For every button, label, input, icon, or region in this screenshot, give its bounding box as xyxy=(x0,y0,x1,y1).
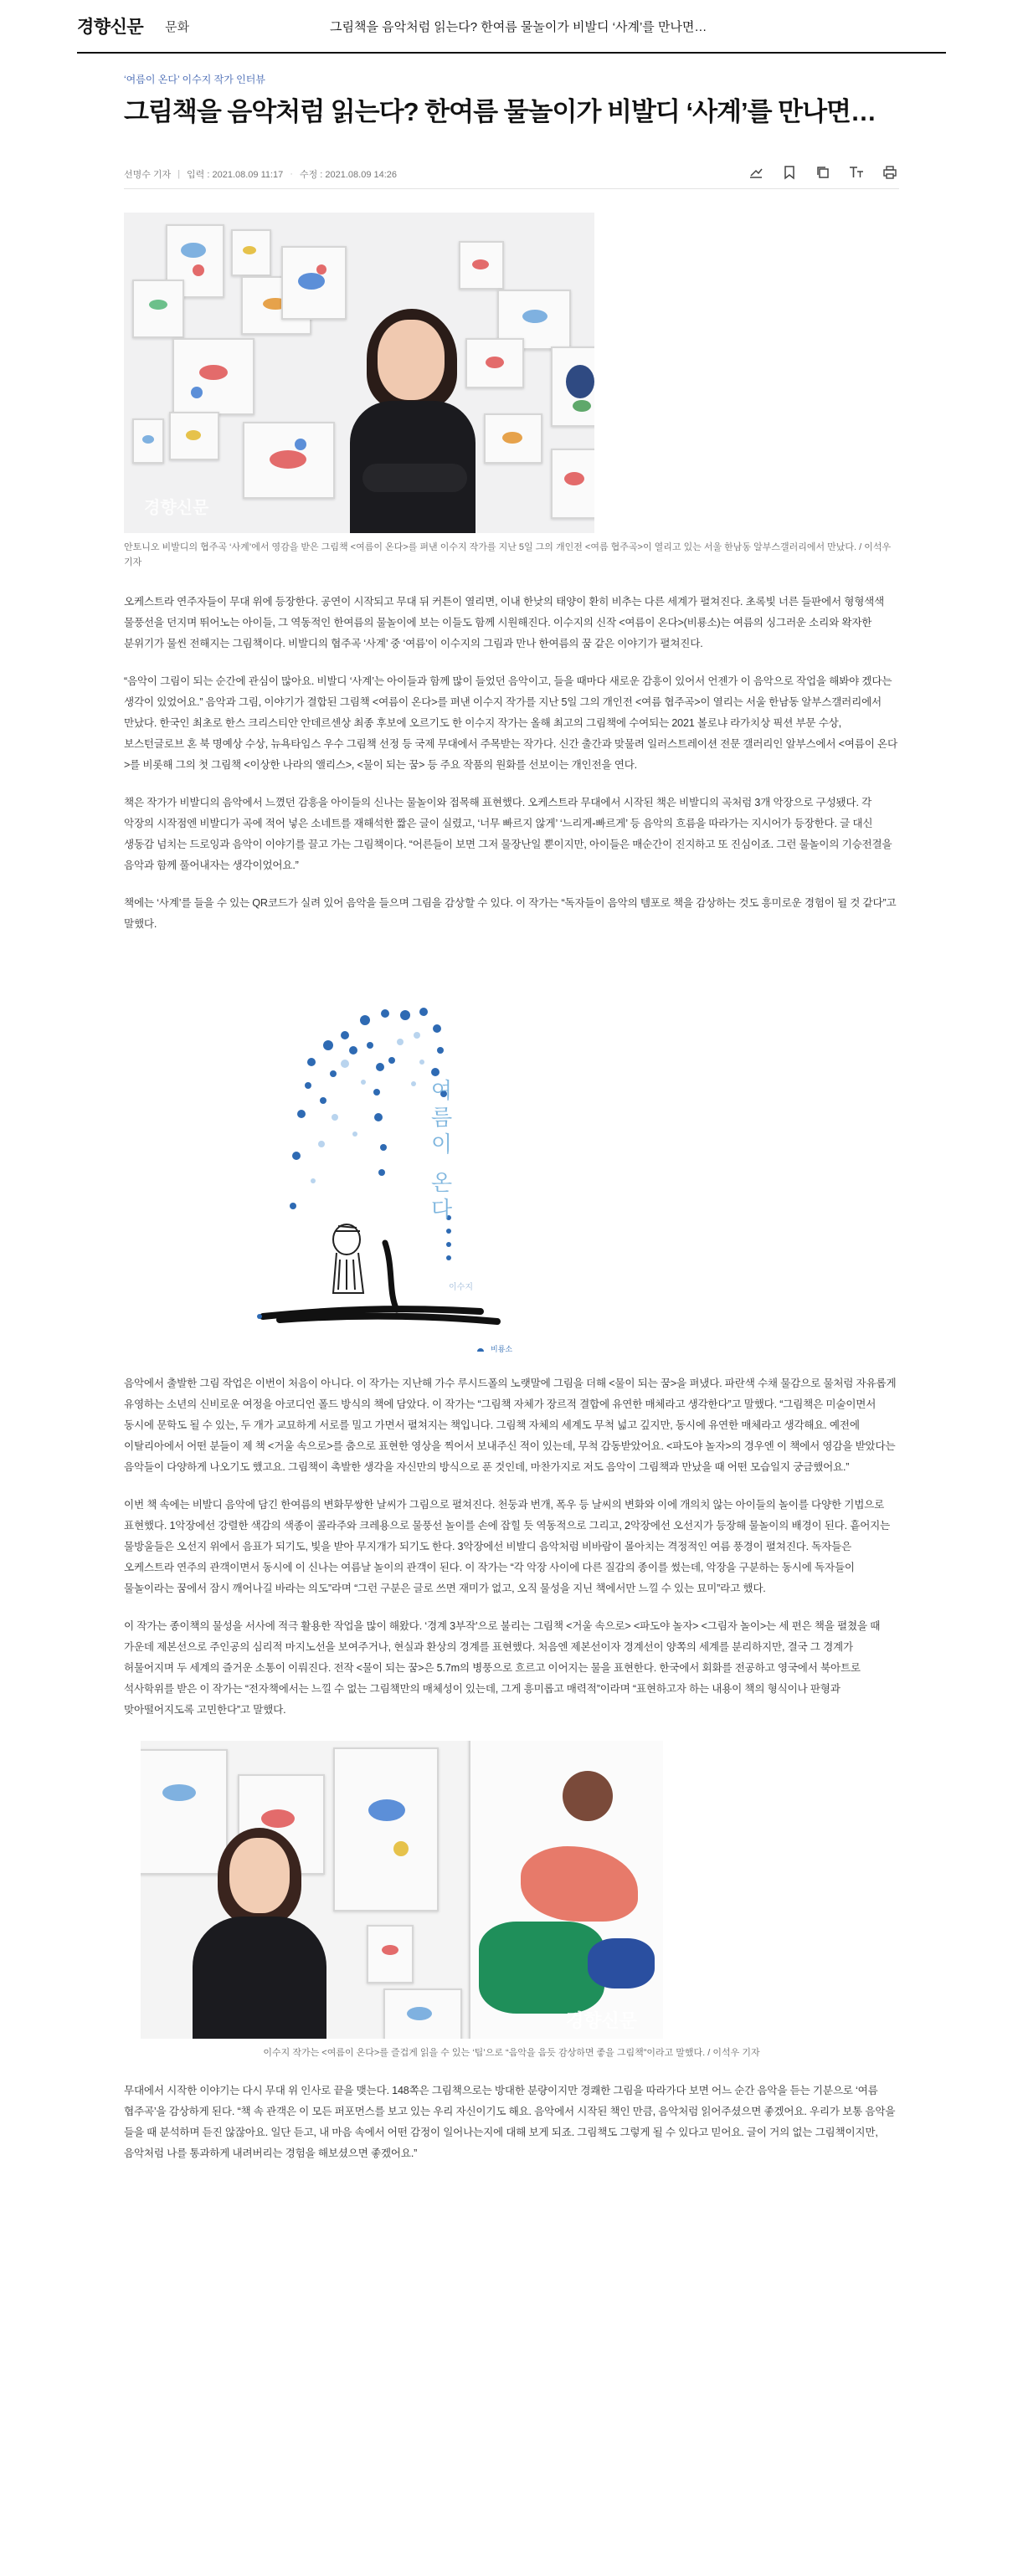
artwork-frame xyxy=(551,346,594,427)
article-paragraph: “음악이 그림이 되는 순간에 관심이 많아요. 비발디 ‘사계’는 아이들과 함께 많이 들었던 음악이고, 들을 때마다 새로운 감흥이 있어서 언젠가 이 음악으로 작업을 해봐야 겠다는 생각이 있었어요.” 음악과 그림, 이야기가 결합된 그림책 <여름이 온다>를 펴낸 이수지 작가를 지난 5일 그의 개인전 <여름 협주곡>이 열리는 서울 한남동 알부스갤러리에서 만났다. 한국인 최초로 한스 크리스티안 안데르센상 최종 후보에 오르기도 한 이수지 작가는 올해 최고의 그림책에 수여되는 2021 볼로냐 라가치상 픽션 부문 수상, 보스턴글로브 혼 북 명예상 수상, 뉴욕타임스 우수 그림책 선정 등 국제 무대에서 주목받는 작가다. 신간 출간과 맞물려 일러스트레이션 전문 갤러리인 알부스에서 <여름이 온다>를 비롯해 그의 첫 그림책 <이상한 나라의 앨리스>, <물이 되는 꿈> 등 주요 작품의 원화를 선보이는 개인전을 연다. xyxy=(124,675,897,771)
article-photo-artist-gallery xyxy=(141,1741,663,2039)
site-header xyxy=(0,0,1023,54)
artwork-frame xyxy=(367,1925,414,1983)
artwork-frame xyxy=(459,241,504,290)
artwork-frame xyxy=(383,1988,462,2039)
article-body xyxy=(0,72,1023,2184)
photo-watermark: 경향신문 xyxy=(566,2009,638,2032)
meta-divider: | xyxy=(177,169,181,180)
author-name[interactable]: 선명수 기자 xyxy=(124,170,172,181)
share-icon[interactable] xyxy=(747,165,765,183)
artwork-frame xyxy=(132,280,184,338)
bookmark-icon[interactable] xyxy=(780,165,799,183)
artwork-frame xyxy=(169,412,219,460)
article-paragraph: 이 작가는 종이책의 물성을 서사에 적극 활용한 작업을 많이 해왔다. ‘경계 3부작’으로 불리는 그림책 <거울 속으로> <파도야 놀자> <그림자 놀이>는 세 편은 책을 펼쳤을 때 가운데 제본선으로 주인공의 심리적 마지노선을 보여주거나, 현실과 환상의 경계를 표현했다. 처음엔 제본선이자 경계선이 양쪽의 세계를 분리하지만, 결국 그 경계가 허물어지며 두 세계의 즐거운 소통이 이뤄진다. 전작 <물이 되는 꿈>은 5.7m의 병풍으로 흐르고 이어지는 물을 표현한다. 한국에서 회화를 전공하고 영국에서 북아트로 석사학위를 받은 이 작가는 “전자책에서는 느낄 수 없는 그림책만의 매체성이 있는데, 그게 흥미롭고 매력적”이라며 “표현하고자 하는 내용이 책의 형식이나 판형과 맞아떨어지도록 고민한다”고 말했다. xyxy=(124,1619,881,1716)
article-paragraph: 책은 작가가 비발디의 음악에서 느꼈던 감흥을 아이들의 신나는 물놀이와 접목해 표현했다. 오케스트라 무대에서 시작된 책은 비발디의 곡처럼 3개 악장으로 구성됐다. 각 악장의 시작점엔 비발디가 곡에 적어 넣은 소네트를 재해석한 짧은 글이 실렸고, ‘너무 빠르지 않게’ ‘느리게-빠르게’ 등 음악의 흐름을 따라가는 지시어가 등장한다. 글 대신 생동감 넘치는 드로잉과 음악이 이야기를 끌고 가는 그림책이다. “어른들이 보면 그저 물장난일 뿐이지만, 아이들은 매순간이 진지하고 또 진심이죠. 그런 물놀이의 기승전결을 음악과 함께 풀어내자는 생각이었어요.” xyxy=(124,796,892,871)
artwork-frame xyxy=(333,1747,439,1911)
article-paragraph: 오케스트라 연주자들이 무대 위에 등장한다. 공연이 시작되고 무대 뒤 커튼이 열리면, 이내 한낮의 태양이 환히 비추는 다른 세계가 펼쳐진다. 초록빛 너른 들판에서 형형색색 물풍선을 던지며 뛰어노는 아이들, 그 역동적인 한여름의 물놀이에 보는 이들도 함께 시원해진다. 이수지의 신작 <여름이 온다>(비룡소)는 여름의 싱그러운 소리와 왁자한 분위기가 물씬 전해지는 그림책이다. 비발디의 협주곡 ‘사계’ 중 ‘여름’이 이수지의 그림과 만나 한여름의 꿈 같은 이야기가 펼쳐진다. xyxy=(124,595,885,649)
published-time: 입력 : 2021.08.09 11:17 xyxy=(187,170,284,181)
section-link[interactable]: 문화 xyxy=(165,19,190,34)
photo-watermark: 경향신문 xyxy=(144,496,209,517)
header-article-title: 그림책을 음악처럼 읽는다? 한여름 물놀이가 비발디 ‘사계’를 만나면… xyxy=(330,19,707,34)
photo-caption: 안토니오 비발디의 협주곡 ‘사계’에서 영감을 받은 그림책 <여름이 온다>를 펴낸 이수지 작가를 지난 5일 그의 개인전 <여름 협주곡>이 열리고 있는 서울 한남동 알부스갤러리에서 만났다. / 이석우 기자 xyxy=(124,541,892,567)
article-paragraph: 음악에서 출발한 그림 작업은 이번이 처음이 아니다. 이 작가는 지난해 가수 루시드폴의 노랫말에 그림을 더해 <물이 되는 꿈>을 펴냈다. 파란색 수채 물감으로 물처럼 자유롭게 유영하는 소년의 신비로운 여정을 아코디언 폴드 방식의 책에 담았다. 이 작가는 “그림책 자체가 장르적 결합에 유연한 매체라고 생각한다”고 말했다. “그림책은 미술이면서 동시에 문학도 될 수 있는, 두 개가 교묘하게 서로를 밀고 가면서 펼쳐지는 책입니다. 그림책 자체의 세계도 무척 넓고 깊지만, 동시에 유연한 매체라고 생각해요. 예전에 이탈리아에서 어떤 분들이 제 책 <거울 속으로>를 춤으로 표현한 영상을 찍어서 보내주신 적이 있는데, 무척 감동받았어요. <파도야 놀자>의 경우엔 이 책에서 영감을 받았다는 음악들이 다양하게 나오기도 했고요. 그림책이 촉발한 생각을 자신만의 방식으로 푼 것인데, 마찬가지로 저도 음악이 그림책과 만났을 때 어떤 모습일지 궁금했어요.” xyxy=(124,1377,897,1473)
meta-divider: · xyxy=(290,169,293,180)
article-paragraph: 이번 책 속에는 비발디 음악에 담긴 한여름의 변화무쌍한 날씨가 그림으로 펼쳐진다. 천둥과 번개, 폭우 등 날씨의 변화와 이에 개의치 않는 아이들의 놀이를 다양한 기법으로 표현했다. 1악장에선 강렬한 색감의 색종이 콜라주와 크레용으로 물풍선 놀이를 손에 잡힐 듯 역동적으로 그리고, 2악장에선 오선지가 등장해 물놀이의 배경이 된다. 흩어지는 물방울들은 오선지 위에서 음표가 되기도, 빛을 받아 무지개가 되기도 한다. 3악장에선 비발디 음악처럼 비바람이 몰아치는 격정적인 여름 풍경이 펼쳐진다. 독자들은 오케스트라 연주의 관객이면서 동시에 이 신나는 여름날 놀이의 관객이 된다. 이 작가는 “각 악장 사이에 다른 질감의 종이를 썼는데, 악장을 구분하는 동시에 독자들이 물놀이라는 꿈에서 잠시 깨어나길 바라는 의도”라며 “그런 구분은 글로 쓰면 재미가 없고, 오직 물성을 지닌 책에서만 느낄 수 있는 묘미”라고 했다. xyxy=(124,1498,891,1594)
article-paragraph: 무대에서 시작한 이야기는 다시 무대 위 인사로 끝을 맺는다. 148쪽은 그림책으로는 방대한 분량이지만 경쾌한 그림을 따라가다 보면 어느 순간 음악을 듣는 기분으로 ‘여름 협주곡’을 감상하게 된다. “책 속 관객은 이 모든 퍼포먼스를 보고 있는 우리 자신이기도 해요. 음악에서 시작된 책인 만큼, 음악처럼 읽어주셨으면 좋겠어요. 우리가 보통 음악을 들을 때 분석하며 듣진 않잖아요. 일단 듣고, 내 마음 속에서 어떤 감정이 일어나는지에 대해 보게 되죠. 그림책도 그렇게 될 수 있다고 믿어요. 글이 거의 없는 그림책이지만, 음악처럼 나를 통과하게 내려버리는 경험을 해보셨으면 좋겠어요.” xyxy=(124,2084,896,2159)
cover-title: 여름이 온다 xyxy=(427,1078,452,1225)
cover-author: 이수지 xyxy=(449,1282,473,1292)
article-paragraph: 책에는 ‘사계’를 들을 수 있는 QR코드가 실려 있어 음악을 들으며 그림을 감상할 수 있다. 이 작가는 “독자들이 음악의 템포로 책을 감상하는 것도 흥미로운 경험이 될 것 같다”고 말했다. xyxy=(124,896,897,930)
article-tools xyxy=(747,165,899,183)
artwork-frame xyxy=(231,229,271,276)
artwork-frame xyxy=(465,338,524,388)
artwork-frame xyxy=(551,449,594,519)
artwork-frame xyxy=(484,413,542,464)
article-headline: 그림책을 음악처럼 읽는다? 한여름 물놀이가 비발디 ‘사계’를 만나면… xyxy=(124,97,876,126)
photo-caption: 이수지 작가는 <여름이 온다>를 즐겁게 읽을 수 있는 ‘팁’으로 “음악을 음듯 감상하면 좋을 그림책”이라고 말했다. / 이석우 기자 xyxy=(263,2047,760,2058)
copy-icon[interactable] xyxy=(814,165,832,183)
artwork-frame-large xyxy=(469,1741,663,2039)
artwork-frame xyxy=(132,418,164,464)
cover-illustration xyxy=(229,992,531,1352)
artist-face xyxy=(229,1838,290,1913)
font-size-icon[interactable] xyxy=(847,165,866,183)
artwork-frame xyxy=(172,338,254,415)
updated-time: 수정 : 2021.08.09 14:26 xyxy=(299,170,398,181)
artwork-frame xyxy=(281,246,347,320)
article-kicker[interactable]: ‘여름이 온다’ 이수지 작가 인터뷰 xyxy=(124,74,265,85)
book-cover-image xyxy=(229,992,531,1352)
print-icon[interactable] xyxy=(881,165,899,183)
artwork-frame xyxy=(243,422,335,499)
article-meta xyxy=(124,161,899,189)
artwork-frame xyxy=(141,1749,228,1875)
article-photo-artist xyxy=(124,213,594,533)
site-logo[interactable]: 경향신문 xyxy=(77,16,144,37)
cover-publisher: 비룡소 xyxy=(491,1344,513,1353)
artist-body xyxy=(193,1917,326,2039)
